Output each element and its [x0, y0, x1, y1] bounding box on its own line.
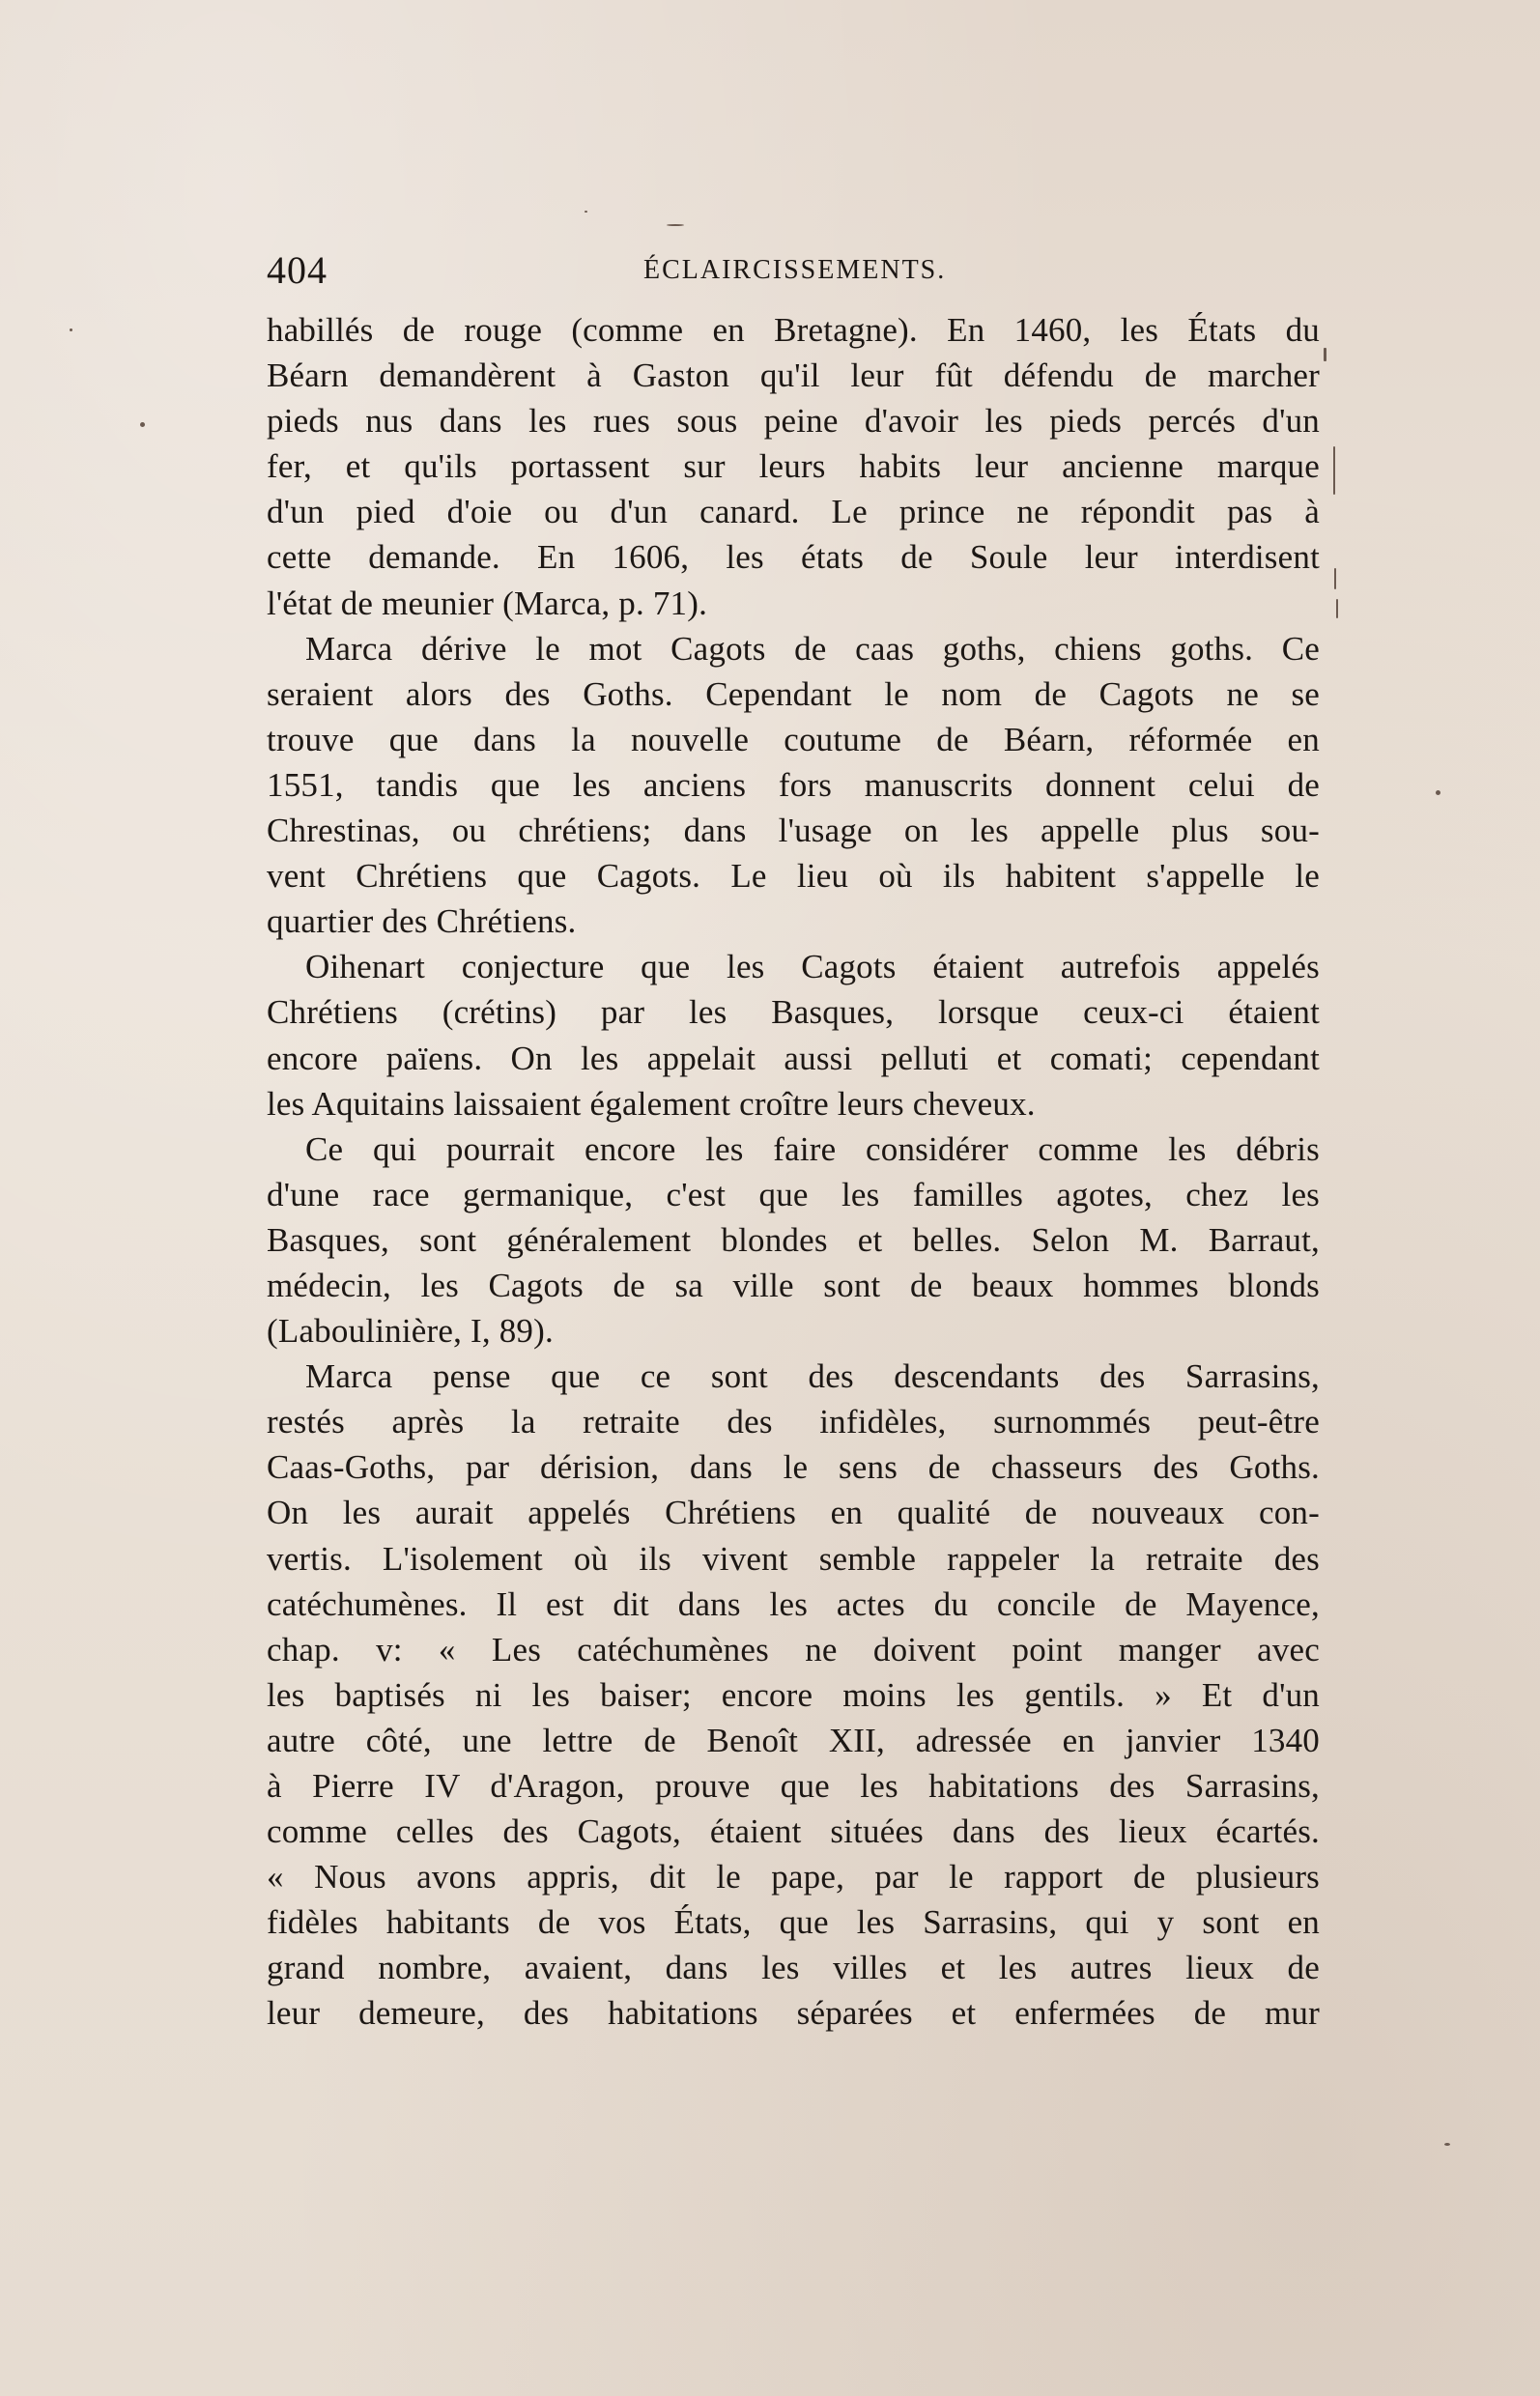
text-line: d'un pied d'oie ou d'un canard. Le prince ne répondit pas à [267, 493, 1320, 531]
text-line: Oihenart conjecture que les Cagots étaient autrefois appelés [305, 948, 1320, 986]
paper-speck [585, 211, 587, 213]
text-line: fidèles habitants de vos États, que les Sarrasins, qui y sont en [267, 1903, 1320, 1942]
text-line: Marca pense que ce sont des descendants des Sarrasins, [305, 1357, 1320, 1396]
text-line: Ce qui pourrait encore les faire considérer comme les débris [305, 1129, 1320, 1168]
page-header [267, 242, 1320, 300]
text-line: encore païens. On les appelait aussi pelluti et comati; cependant [267, 1039, 1320, 1077]
paper-speck [70, 328, 72, 331]
text-line: Chrestinas, ou chrétiens; dans l'usage on les appelle plus sou- [267, 812, 1320, 850]
text-line: vertis. L'isolement où ils vivent semble rappeler la retraite des [267, 1539, 1320, 1578]
text-line: leur demeure, des habitations séparées et enfermées de mur [267, 1994, 1320, 2033]
text-line: trouve que dans la nouvelle coutume de Béarn, réformée en [267, 720, 1320, 758]
page-number: 404 [267, 248, 328, 292]
text-line: autre côté, une lettre de Benoît XII, adressée en janvier 1340 [267, 1721, 1320, 1759]
text-line: les baptisés ni les baiser; encore moins les gentils. » Et d'un [267, 1675, 1320, 1714]
text-line: fer, et qu'ils portassent sur leurs habits leur ancienne marque [267, 447, 1320, 486]
text-line: à Pierre IV d'Aragon, prouve que les habitations des Sarrasins, [267, 1767, 1320, 1805]
paper-speck [1334, 568, 1336, 589]
text-line: l'état de meunier (Marca, p. 71). [267, 584, 708, 622]
paper-speck [140, 422, 145, 427]
text-line: Basques, sont généralement blondes et belles. Selon M. Barraut, [267, 1220, 1320, 1259]
running-head: ÉCLAIRCISSEMENTS. [643, 255, 947, 285]
text-line: « Nous avons appris, dit le pape, par le rapport de plusieurs [267, 1858, 1320, 1897]
text-line: vent Chrétiens que Cagots. Le lieu où ils habitent s'appelle le [267, 857, 1320, 896]
text-line: les Aquitains laissaient également croître leurs cheveux. [267, 1084, 1036, 1123]
paper-speck [1324, 348, 1326, 361]
text-line: On les aurait appelés Chrétiens en qualité de nouveaux con- [267, 1494, 1320, 1532]
text-line: cette demande. En 1606, les états de Soule leur interdisent [267, 538, 1320, 577]
paper-speck [1333, 446, 1335, 495]
text-line: Chrétiens (crétins) par les Basques, lorsque ceux-ci étaient [267, 993, 1320, 1032]
text-line: habillés de rouge (comme en Bretagne). En 1460, les États du [267, 311, 1320, 349]
text-line: chap. v: « Les catéchumènes ne doivent point manger avec [267, 1630, 1320, 1669]
text-line: seraient alors des Goths. Cependant le nom de Cagots ne se [267, 674, 1320, 713]
text-line: 1551, tandis que les anciens fors manuscrits donnent celui de [267, 765, 1320, 804]
text-line: Béarn demandèrent à Gaston qu'il leur fût défendu de marcher [267, 357, 1320, 395]
paper-speck [1444, 2143, 1450, 2146]
text-line: (Laboulinière, I, 89). [267, 1312, 554, 1351]
text-line: comme celles des Cagots, étaient situées dans des lieux écartés. [267, 1812, 1320, 1851]
body-text [267, 307, 1320, 2037]
text-line: Marca dérive le mot Cagots de caas goths, chiens goths. Ce [305, 629, 1320, 668]
text-line: catéchumènes. Il est dit dans les actes du concile de Mayence, [267, 1584, 1320, 1623]
text-line: pieds nus dans les rues sous peine d'avoir les pieds percés d'un [267, 402, 1320, 441]
text-line: médecin, les Cagots de sa ville sont de beaux hommes blonds [267, 1266, 1320, 1304]
paper-speck [667, 224, 684, 226]
text-line: Caas-Goths, par dérision, dans le sens de chasseurs des Goths. [267, 1448, 1320, 1487]
paper-speck [1336, 599, 1338, 618]
text-line: grand nombre, avaient, dans les villes et les autres lieux de [267, 1949, 1320, 1987]
paper-speck [1436, 790, 1440, 795]
text-line: d'une race germanique, c'est que les familles agotes, chez les [267, 1175, 1320, 1213]
text-line: restés après la retraite des infidèles, surnommés peut-être [267, 1403, 1320, 1441]
text-line: quartier des Chrétiens. [267, 902, 577, 941]
